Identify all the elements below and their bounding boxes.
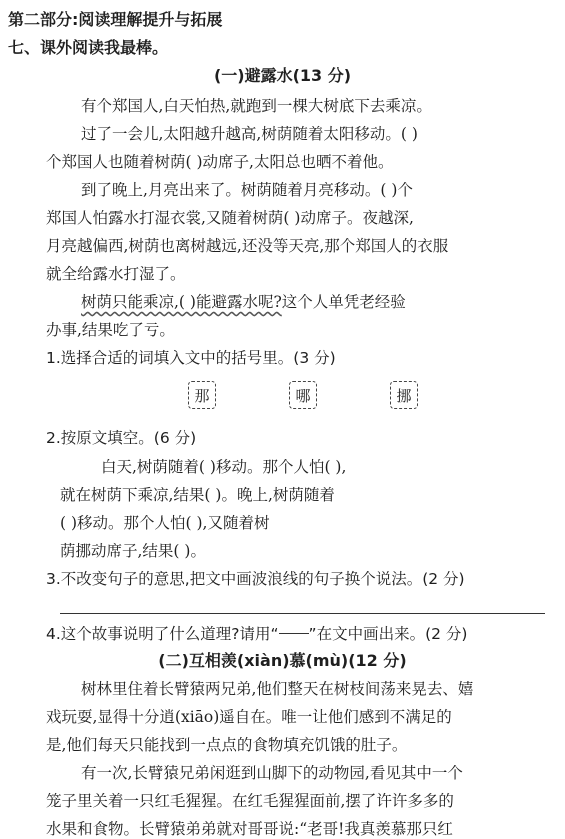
passage2-title: (二)互相羡(xiàn)慕(mù)(12 分): [158, 651, 407, 670]
passage1-title: (一)避露水(13 分): [213, 66, 352, 85]
passage2-line-5: 笼子里关着一只红毛猩猩。在红毛猩猩面前,摆了许许多多的: [46, 792, 454, 810]
passage1-line-4: 到了晚上,月亮出来了。树荫随着月亮移动。( )个: [81, 181, 413, 199]
passage2-line-4: 有一次,长臂猿兄弟闲逛到山脚下的动物园,看见其中一个: [81, 764, 463, 782]
passage1-line-9: 办事,结果吃了亏。: [46, 321, 175, 339]
passage1-line-5: 郑国人怕露水打湿衣裳,又随着树荫( )动席子。夜越深,: [46, 209, 414, 227]
question-4-text-after: ”在文中画出来。(2 分): [308, 625, 468, 643]
passage1-line-3: 个郑国人也随着树荫( )动席子,太阳总也晒不着他。: [46, 153, 394, 171]
question-title: 七、课外阅读我最棒。: [8, 38, 169, 57]
question-2-line-4: 荫挪动席子,结果( )。: [60, 542, 206, 560]
question-2-line-3: ( )移动。那个人怕( ),又随着树: [60, 514, 270, 532]
passage1-line-2: 过了一会儿,太阳越升越高,树荫随着太阳移动。( ): [81, 125, 418, 143]
question-4-text-before: 4.这个故事说明了什么道理?请用“: [46, 625, 279, 643]
choice-box-2: 哪: [289, 381, 317, 409]
choice-box-3: 挪: [390, 381, 418, 409]
answer-line: [60, 613, 545, 614]
passage1-line-8: [81, 292, 406, 312]
question-3: 3.不改变句子的意思,把文中画波浪线的句子换个说法。(2 分): [46, 570, 465, 588]
passage1-line-1: 有个郑国人,白天怕热,就跑到一棵大树底下去乘凉。: [81, 97, 432, 115]
question-4: [46, 624, 467, 644]
passage1-after-wavy: 这个人单凭老经验: [281, 293, 406, 311]
underline-mark-blank: [279, 633, 309, 634]
word-choices: [0, 381, 565, 415]
choice-box-1: 那: [188, 381, 216, 409]
question-2: 2.按原文填空。(6 分): [46, 429, 197, 447]
passage2-line-6: 水果和食物。长臂猿弟弟就对哥哥说:“老哥!我真羡慕那只红: [46, 820, 453, 838]
wavy-underlined-sentence: 树荫只能乘凉,( )能避露水呢?: [81, 293, 282, 311]
question-1: 1.选择合适的词填入文中的括号里。(3 分): [46, 349, 336, 367]
question-2-line-2: 就在树荫下乘凉,结果( )。晚上,树荫随着: [60, 486, 335, 504]
passage2-line-3: 是,他们每天只能找到一点点的食物填充饥饿的肚子。: [46, 736, 408, 754]
passage2-line-2: 戏玩耍,显得十分逍(xiāo)遥自在。唯一让他们感到不满足的: [46, 708, 452, 726]
passage1-line-6: 月亮越偏西,树荫也离树越远,还没等天亮,那个郑国人的衣服: [46, 237, 449, 255]
question-2-line-1: 白天,树荫随着( )移动。那个人怕( ),: [101, 458, 347, 476]
section-title: 第二部分:阅读理解提升与拓展: [8, 10, 223, 29]
passage2-line-1: 树林里住着长臂猿两兄弟,他们整天在树枝间荡来晃去、嬉: [81, 680, 474, 698]
passage1-line-7: 就全给露水打湿了。: [46, 265, 186, 283]
